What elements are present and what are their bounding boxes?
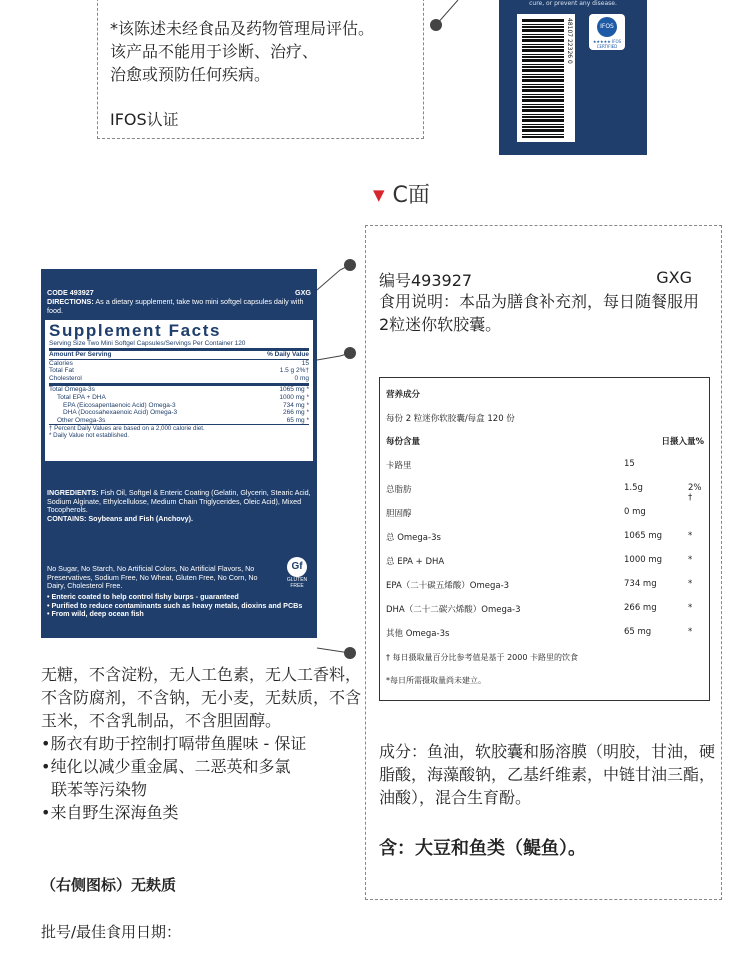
facts-row xyxy=(49,375,309,383)
batch-label: 批号/最佳食用日期： xyxy=(41,923,182,941)
supplement-label-image xyxy=(41,269,317,638)
facts-row-dv: 2%† xyxy=(295,367,309,375)
gluten-free-note: （右侧图标）无麸质 xyxy=(41,876,177,894)
facts-row-dv: * xyxy=(306,401,309,409)
table-serving: 每份 2 粒迷你软胶囊/每盒 120 份 xyxy=(386,414,515,424)
ifos-logo-text: IFOS xyxy=(597,17,617,37)
table-cell-amount: 15 xyxy=(624,459,635,469)
label-brand: GXG xyxy=(295,288,311,297)
facts-row-amount: 734 mg xyxy=(282,401,305,409)
label-no-list: No Sugar, No Starch, No Artificial Colors, No Artificial Flavors, No Preservatives, Sodium Free, No Wheat, Gluten Free, No Corn, No Dairy, Cholesterol Free. xyxy=(47,564,258,591)
facts-row-dv: * xyxy=(306,386,309,394)
label-bullets xyxy=(47,593,311,619)
facts-row-name: Total Fat xyxy=(49,367,74,375)
facts-row-amount: 1000 mg xyxy=(279,393,305,401)
table-col-dv: 日摄入量% xyxy=(661,437,704,447)
section-title xyxy=(373,178,430,209)
ifos-cert-label: IFOS认证 xyxy=(110,110,179,129)
label-directions-title: DIRECTIONS: xyxy=(47,297,94,306)
facts-row xyxy=(49,360,309,368)
facts-row-name: EPA (Eicosapentaenoic Acid) Omega-3 xyxy=(63,401,176,409)
label-bullet: • Enteric coated to help control fishy burps - guaranteed xyxy=(47,592,239,601)
facts-omega-row xyxy=(49,402,309,410)
rb-ingredients: 成分：鱼油，软胶囊和肠溶膜（明胶，甘油，硬脂酸，海藻酸钠，乙基纤维素，中链甘油三酯，油酸），混合生育酚。 xyxy=(379,742,716,807)
table-cell-dv: * xyxy=(688,555,693,565)
facts-header-row xyxy=(49,351,309,360)
facts-row-dv: * xyxy=(306,416,309,424)
table-cell-dv: * xyxy=(688,579,693,589)
bottle-warning: cure, or prevent any disease. xyxy=(529,0,617,7)
left-para: 无糖，不含淀粉，无人工色素，无人工香料，不含防腐剂，不含钠，无小麦，无麸质，不含玉米，不含乳制品，不含胆固醇。 xyxy=(41,665,362,730)
triangle-down-icon: ▼ xyxy=(373,186,385,204)
barcode xyxy=(517,14,575,142)
facts-row-name: Total Omega-3s xyxy=(49,386,95,394)
table-row xyxy=(386,579,704,591)
rb-contains: 含：大豆和鱼类（鳀鱼）。 xyxy=(379,838,586,859)
facts-row-amount: 1.5 g xyxy=(279,367,295,375)
bottle-back-image xyxy=(499,0,647,155)
facts-dv-header: % Daily Value xyxy=(267,351,309,358)
facts-row-amount: 266 mg xyxy=(282,409,305,417)
table-row xyxy=(386,483,704,503)
rb-brand: GXG xyxy=(656,268,692,287)
facts-omega-row xyxy=(49,409,309,417)
label-directions-text: As a dietary supplement, take two mini softgel capsules daily with food. xyxy=(47,297,304,315)
table-row xyxy=(386,627,704,639)
label-code: CODE 493927 xyxy=(47,288,94,297)
fda-note-box xyxy=(97,0,424,139)
facts-serving: Serving Size Two Mini Softgel Capsules/Servings Per Container 120 xyxy=(49,340,309,351)
left-bullet: •纯化以减少重金属、二恶英和多氯 xyxy=(41,757,291,776)
facts-foot2: * Daily Value not established. xyxy=(49,432,130,440)
rb-directions: 食用说明：本品为膳食补充剂，每日随餐服用2粒迷你软胶囊。 xyxy=(379,292,700,334)
label-ingredients xyxy=(47,489,311,523)
barcode-digits: 48107 22326 0 xyxy=(566,18,573,64)
table-row xyxy=(386,603,704,615)
facts-row-dv: * xyxy=(306,393,309,401)
table-cell-amount: 1065 mg xyxy=(624,531,663,541)
nutrition-table xyxy=(379,377,710,701)
facts-foot1: † Percent Daily Values are based on a 2,000 calorie diet. xyxy=(49,425,205,433)
table-row xyxy=(386,555,704,567)
ifos-logo-stars: ★★★★★ IFOS CERTIFIED xyxy=(592,39,622,49)
facts-row-name: Cholesterol xyxy=(49,374,82,382)
facts-omega-row xyxy=(49,417,309,425)
table-cell-name: 总脂肪 xyxy=(386,485,412,495)
table-cell-amount: 65 mg xyxy=(624,627,652,637)
barcode-bars xyxy=(522,18,564,138)
label-directions xyxy=(47,298,311,315)
facts-omega-row xyxy=(49,394,309,402)
table-cell-name: 其他 Omega-3s xyxy=(386,629,450,639)
table-header-row xyxy=(386,435,704,447)
facts-row-name: Other Omega-3s xyxy=(57,416,106,424)
translation-box xyxy=(365,225,722,900)
label-bullet: • From wild, deep ocean fish xyxy=(47,609,144,619)
table-cell-name: EPA（二十碳五烯酸）Omega-3 xyxy=(386,581,510,591)
table-cell-name: 卡路里 xyxy=(386,461,412,471)
supplement-facts-panel xyxy=(45,320,313,461)
fda-note-line2: 该产品不能用于诊断、治疗、 xyxy=(110,42,319,61)
table-cell-amount: 1000 mg xyxy=(624,555,663,565)
facts-row-amount: 1065 mg xyxy=(279,386,305,394)
table-cell-dv: * xyxy=(688,531,693,541)
table-title: 营养成分 xyxy=(386,390,421,400)
ifos-logo-icon xyxy=(589,14,625,50)
table-cell-dv: 2% † xyxy=(688,483,702,503)
table-foot2: *每日所需摄取量尚未建立。 xyxy=(386,676,486,685)
label-ingredients-text: Fish Oil, Softgel & Enteric Coating (Gelatin, Glycerin, Stearic Acid, Sodium Alginate, Ethylcellulose, Medium Chain Triglycerides, Oleic Acid), Mixed Tocopherols. xyxy=(47,488,311,515)
table-cell-dv: * xyxy=(688,603,693,613)
table-cell-amount: 1.5g xyxy=(624,483,643,493)
left-bullet: •来自野生深海鱼类 xyxy=(41,803,179,822)
table-cell-name: DHA（二十二碳六烯酸）Omega-3 xyxy=(386,605,521,615)
left-bullet: •肠衣有助于控制打嗝带鱼腥味 - 保证 xyxy=(41,734,307,753)
table-row xyxy=(386,507,704,519)
facts-row-amount: 15 xyxy=(301,359,309,367)
facts-amount-header: Amount Per Serving xyxy=(49,351,112,358)
table-row xyxy=(386,531,704,543)
facts-row-name: Calories xyxy=(49,359,73,367)
facts-row xyxy=(49,367,309,375)
table-cell-amount: 734 mg xyxy=(624,579,657,589)
facts-row-amount: 0 mg xyxy=(294,374,309,382)
fda-note-line3: 治愈或预防任何疾病。 xyxy=(110,65,271,84)
gluten-free-icon xyxy=(283,557,311,591)
facts-row-name: DHA (Docosahexaenoic Acid) Omega-3 xyxy=(63,409,178,417)
facts-title: Supplement Facts xyxy=(49,321,222,340)
table-cell-amount: 0 mg xyxy=(624,507,646,517)
table-cell-dv: * xyxy=(688,627,693,637)
rb-code-row xyxy=(379,268,692,291)
label-ingredients-title: INGREDIENTS: xyxy=(47,488,99,497)
left-bullet-cont: 联苯等污染物 xyxy=(51,780,148,799)
gluten-free-text: GLUTEN FREE xyxy=(286,577,308,589)
table-cell-amount: 266 mg xyxy=(624,603,657,613)
facts-row-amount: 65 mg xyxy=(286,416,305,424)
section-title-text: C面 xyxy=(392,183,430,208)
table-cell-name: 总 Omega-3s xyxy=(386,533,441,543)
gluten-free-logo: Gf xyxy=(287,557,307,577)
label-contains: CONTAINS: Soybeans and Fish (Anchovy). xyxy=(47,513,194,523)
left-translation xyxy=(41,663,366,824)
rb-code: 编号493927 xyxy=(379,271,473,290)
fda-note-line1: *该陈述未经食品及药物管理局评估。 xyxy=(110,19,375,38)
facts-row-dv: * xyxy=(306,409,309,417)
table-row xyxy=(386,459,704,471)
facts-omega-row xyxy=(49,386,309,394)
label-bullet: • Purified to reduce contaminants such as heavy metals, dioxins and PCBs xyxy=(47,600,303,610)
facts-row-name: Total EPA + DHA xyxy=(57,393,106,401)
table-cell-name: 总 EPA + DHA xyxy=(386,557,445,567)
table-col-amount: 每份含量 xyxy=(386,437,421,447)
facts-footnotes xyxy=(49,424,309,439)
table-cell-name: 胆固醇 xyxy=(386,509,412,519)
table-foot1: † 每日摄取量百分比参考值是基于 2000 卡路里的饮食 xyxy=(386,653,578,662)
